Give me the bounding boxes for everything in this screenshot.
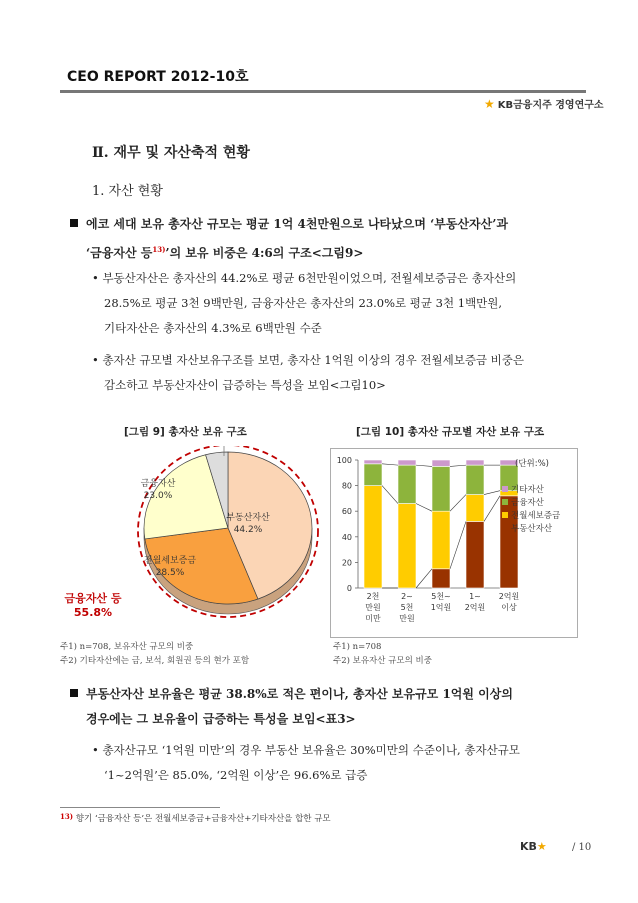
footnote-text: 향기 ‘금융자산 등’은 전월세보증금+금융자산+기타자산을 합한 규모 xyxy=(75,814,331,824)
bullet-item xyxy=(92,348,612,398)
series-connector xyxy=(382,486,398,504)
note-line: 주1) n=708, 보유자산 규모의 비중 xyxy=(60,642,194,652)
bar-segment xyxy=(398,465,416,503)
series-connector xyxy=(484,491,500,495)
pie-label-name: 금융자산 xyxy=(140,479,176,489)
bullet-line: • 총자산 규모별 자산보유구조를 보면, 총자산 1억원 이상의 경우 전월세보증금 비중은 xyxy=(92,353,525,367)
x-tick-label: 미만 xyxy=(365,614,381,623)
pie-label-value: 44.2% xyxy=(233,525,263,535)
x-tick-label: 5천 xyxy=(400,603,414,612)
legend-swatch xyxy=(502,499,508,505)
square-bullet-icon xyxy=(70,689,78,697)
series-connector xyxy=(450,495,466,512)
bar-segment xyxy=(364,464,382,486)
bar-segment xyxy=(432,569,450,588)
pie-label-value: 23.0% xyxy=(143,491,173,501)
paragraph-1-line2: ‘금융자산 등$^{13)}$’의 보유 비중은 4:6의 구조<그림9> xyxy=(86,245,364,260)
bar-segment xyxy=(398,504,416,588)
bar-segment xyxy=(466,460,484,465)
header-rule xyxy=(60,90,586,93)
figure-9-notes xyxy=(60,640,249,668)
pie-slices xyxy=(144,452,312,604)
bar-x-labels xyxy=(365,591,519,623)
square-bullet-icon xyxy=(70,219,78,227)
footnote xyxy=(60,812,331,824)
stacked-bar-chart-figure-10 xyxy=(330,448,578,638)
bullet-item xyxy=(92,266,612,341)
footnote-ref: 13) xyxy=(152,245,166,254)
footnote-rule xyxy=(60,807,220,808)
page-number: / 10 xyxy=(572,842,592,853)
y-tick-label: 20 xyxy=(341,558,352,568)
bar-bars xyxy=(364,460,518,588)
x-tick-label: 만원 xyxy=(365,603,381,612)
series-connector xyxy=(484,496,500,522)
bar-segment xyxy=(398,460,416,465)
financial-assets-callout xyxy=(60,592,126,620)
legend-label: 금융자산 xyxy=(511,498,544,508)
bar-segment xyxy=(500,496,518,588)
bar-segment xyxy=(364,460,382,464)
figure-10-title: [그림 10] 총자산 규모별 자산 보유 구조 xyxy=(356,426,545,438)
paragraph-1-line1: 에코 세대 보유 총자산 규모는 평균 1억 4천만원으로 나타났으며 ‘부동산자산’과 xyxy=(70,212,610,237)
pie-label-name: 부동산자산 xyxy=(226,513,270,523)
y-tick-label: 100 xyxy=(336,456,352,465)
bullet-line: 28.5%로 평균 3천 9백만원, 금융자산은 총자산의 23.0%로 평균 3천 1백만원, xyxy=(104,296,503,310)
bullet-line: ‘1~2억원’은 85.0%, ‘2억원 이상’은 96.6%로 급증 xyxy=(104,768,368,782)
x-tick-label: 2억원 xyxy=(464,603,486,612)
series-connector xyxy=(416,569,432,588)
figure-10-notes xyxy=(333,640,432,668)
bullet-line: • 총자산규모 ‘1억원 미만’의 경우 부동산 보유율은 30%미만의 수준이나, 총자산규모 xyxy=(92,743,520,757)
x-tick-label: 이상 xyxy=(501,603,517,612)
note-line: 주1) n=708 xyxy=(333,642,382,652)
y-tick-label: 60 xyxy=(341,507,352,517)
x-tick-label: 5천~ xyxy=(431,592,451,601)
y-tick-label: 40 xyxy=(341,532,352,542)
bar-segment xyxy=(466,465,484,494)
kb-logo-text: KB금융지주 경영연구소 xyxy=(497,100,604,111)
bullet-line: 감소하고 부동산자산이 급증하는 특성을 보임<그림10> xyxy=(104,378,386,392)
legend-swatch xyxy=(502,525,508,531)
callout-label: 금융자산 등 xyxy=(64,592,122,605)
pie-label-value: 28.5% xyxy=(155,568,185,578)
bar-segment xyxy=(466,521,484,588)
legend-swatch xyxy=(502,486,508,492)
figure-9-title: [그림 9] 총자산 보유 구조 xyxy=(124,426,247,438)
x-tick-label: 만원 xyxy=(399,614,415,623)
x-tick-label: 2천 xyxy=(366,592,380,601)
footnote-number: 13) xyxy=(60,812,74,821)
bar-segment xyxy=(432,511,450,569)
note-line: 주2) 보유자산 규모의 비중 xyxy=(333,656,432,666)
pie-label-name: 전월세보증금 xyxy=(143,556,197,566)
x-tick-label: 2억원 xyxy=(498,592,520,601)
footer-kb-logo: KB★ xyxy=(520,840,547,853)
series-connector xyxy=(416,465,432,466)
bullet-line: 기타자산은 총자산의 4.3%로 6백만원 수준 xyxy=(104,321,322,335)
series-connector xyxy=(450,521,466,568)
bar-segment xyxy=(466,495,484,522)
note-line: 주2) 기타자산에는 금, 보석, 회원권 등의 현가 포함 xyxy=(60,656,250,666)
bar-segment xyxy=(364,486,382,588)
unit-label: (단위:%) xyxy=(515,459,549,469)
section-title: Ⅱ. 재무 및 자산축적 현황 xyxy=(92,145,250,161)
y-tick-label: 80 xyxy=(341,481,352,491)
x-tick-label: 1억원 xyxy=(430,603,452,612)
paragraph-2 xyxy=(70,682,615,732)
series-connector xyxy=(450,465,466,466)
kb-logo xyxy=(484,96,604,111)
paragraph-2-line1: 부동산자산 보유율은 평균 38.8%로 적은 편이나, 총자산 보유규모 1억원 이상의 xyxy=(70,682,615,707)
callout-value: 55.8% xyxy=(73,606,113,619)
legend-swatch xyxy=(502,512,508,518)
paragraph-1 xyxy=(70,212,610,266)
kb-star-icon: ★ xyxy=(536,840,547,853)
bar-segment xyxy=(432,466,450,511)
y-tick-label: 0 xyxy=(346,584,352,593)
x-tick-label: 1~ xyxy=(469,592,481,601)
legend-label: 부동산자산 xyxy=(511,524,553,534)
report-title: CEO REPORT 2012-10호 xyxy=(67,69,249,85)
bar-segment xyxy=(432,460,450,466)
series-connector xyxy=(416,504,432,512)
legend-label: 기타자산 xyxy=(511,485,544,495)
legend-label: 전월세보증금 xyxy=(511,511,561,521)
series-connector xyxy=(382,464,398,465)
kb-star-icon: ★ xyxy=(484,96,495,111)
sub-title: 1. 자산 현황 xyxy=(92,184,163,199)
bullet-line: • 부동산자산은 총자산의 44.2%로 평균 6천만원이었으며, 전월세보증금은 총자산의 xyxy=(92,271,517,285)
bullet-item xyxy=(92,738,612,788)
x-tick-label: 2~ xyxy=(401,592,413,601)
paragraph-2-line2: 경우에는 그 보유율이 급증하는 특성을 보임<표3> xyxy=(86,712,356,726)
